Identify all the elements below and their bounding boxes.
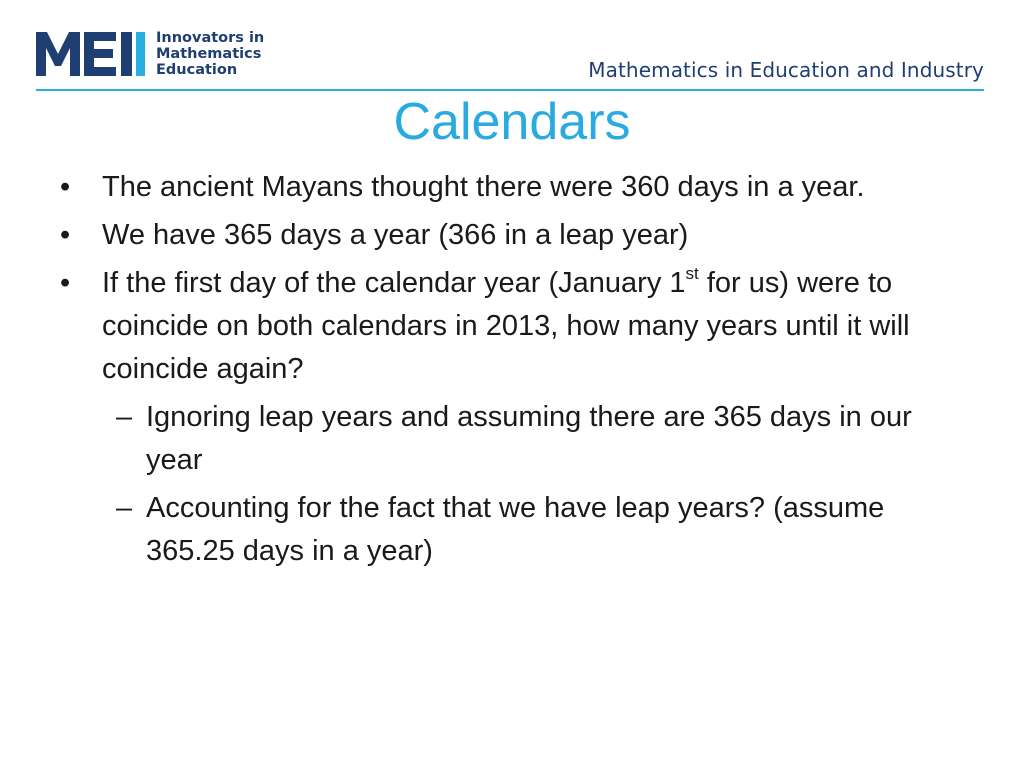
bullet-text-post: for us) were to coincide on both calendars in 2013, how many years until it will coincide again?	[102, 267, 910, 385]
slide-title: Calendars	[393, 93, 631, 151]
bullet-item	[56, 214, 976, 257]
logo-line-2: Mathematics	[156, 46, 262, 62]
bullet-text-superscript: st	[685, 264, 699, 284]
logo-letter-m	[36, 32, 80, 76]
bullet-marker: •	[60, 171, 71, 203]
bullet-text-pre: If the first day of the calendar year (January 1	[102, 267, 686, 299]
sub-bullet-text: Ignoring leap years and assuming there are 365 days in our year	[146, 401, 912, 476]
bullet-marker: •	[60, 219, 71, 251]
sub-bullet-text: Accounting for the fact that we have leap years? (assume 365.25 days in a year)	[146, 492, 885, 567]
logo-text	[156, 30, 264, 78]
logo-accent-bar	[136, 32, 145, 76]
bullet-text: The ancient Mayans thought there were 360 days in a year.	[102, 171, 865, 203]
logo-letter-i	[121, 32, 132, 76]
sub-bullet-item	[56, 396, 976, 482]
mei-logo-mark	[36, 32, 148, 76]
sub-bullet-marker: –	[116, 401, 133, 433]
bullet-item	[56, 166, 976, 209]
slide-body	[56, 166, 976, 578]
logo-line-3: Education	[156, 62, 238, 78]
bullet-marker: •	[60, 267, 71, 299]
sub-bullet-marker: –	[116, 492, 133, 524]
header-tagline: Mathematics in Education and Industry	[588, 58, 984, 82]
bullet-item	[56, 262, 976, 391]
logo-line-1: Innovators in	[156, 30, 265, 46]
logo-letter-e	[84, 32, 116, 76]
sub-bullet-item	[56, 487, 976, 573]
bullet-text: We have 365 days a year (366 in a leap year)	[102, 219, 689, 251]
